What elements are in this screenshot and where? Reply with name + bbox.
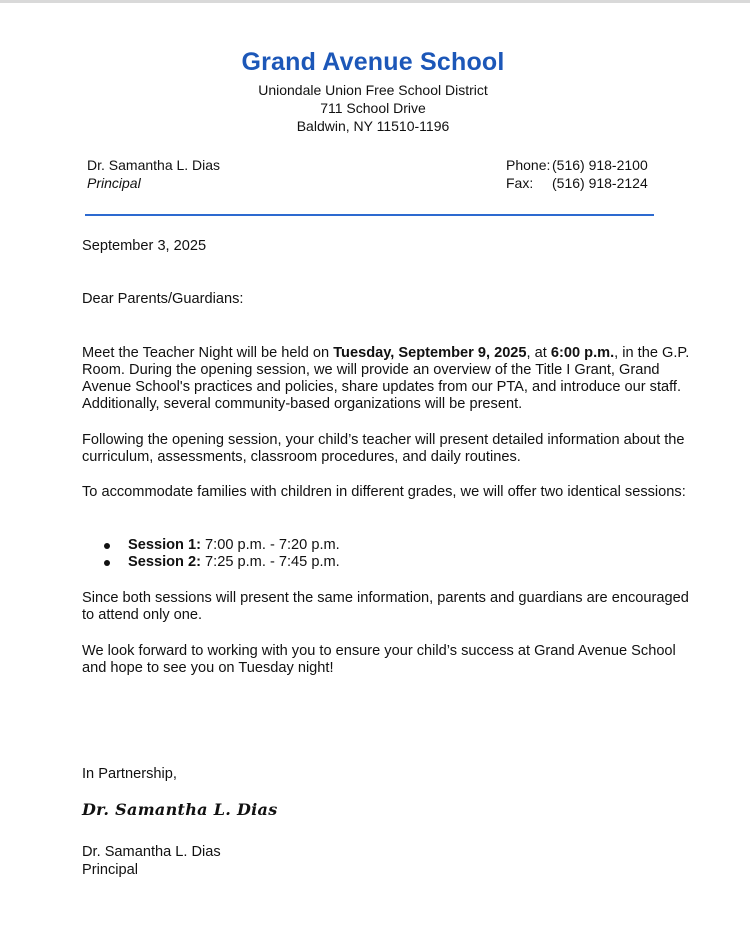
paragraph-teacher-info: Following the opening session, your child’s teacher will present detailed information about the curriculum, assessments, classroom procedures, and daily routines. <box>82 432 685 465</box>
paragraph-event-details <box>82 345 692 413</box>
event-date: Tuesday, September 9, 2025 <box>333 345 527 361</box>
principal-title: Principal <box>87 175 141 191</box>
paragraph-attend-one: Since both sessions will present the same information, parents and guardians are encouraged to attend only one. <box>82 590 689 623</box>
fax-row <box>506 174 648 192</box>
sessions-list <box>104 537 340 571</box>
phone-row <box>506 156 648 174</box>
bullet-icon <box>104 543 110 549</box>
session-time: 7:00 p.m. - 7:20 p.m. <box>201 537 340 553</box>
p1-rest: , in the G.P. Room. During the opening session, we will provide an overview of the Title I Grant, Grand Avenue School's practices and policies, share updates from our PTA, and introduce our staff. Additionally, several community-based organizations will be present. <box>82 345 690 412</box>
event-time: 6:00 p.m. <box>550 345 615 361</box>
phone-label: Phone: <box>506 157 551 173</box>
letter-date: September 3, 2025 <box>82 238 207 254</box>
closing-line: In Partnership, <box>82 766 177 782</box>
session-time: 7:25 p.m. - 7:45 p.m. <box>201 554 340 570</box>
phone-fax-block <box>506 156 648 192</box>
paragraph-sessions-intro: To accommodate families with children in different grades, we will offer two identical sessions: <box>82 484 686 500</box>
header-divider <box>85 214 654 216</box>
district-line: Uniondale Union Free School District <box>258 82 488 98</box>
signer-title: Principal <box>82 862 138 878</box>
principal-contact-block <box>87 156 220 192</box>
street-line: 711 School Drive <box>320 100 426 116</box>
p1-intro: Meet the Teacher Night will be held on <box>82 345 334 361</box>
session-label: Session 1: <box>128 537 201 553</box>
fax-label: Fax: <box>506 175 534 191</box>
session-label: Session 2: <box>128 554 201 570</box>
city-state-zip-line: Baldwin, NY 11510-1196 <box>296 118 450 134</box>
handwritten-signature: Dr. Samantha L. Dias <box>82 800 278 819</box>
session-item <box>104 554 340 571</box>
school-name-heading: Grand Avenue School <box>241 48 505 76</box>
principal-name: Dr. Samantha L. Dias <box>87 157 221 173</box>
salutation: Dear Parents/Guardians: <box>82 291 244 307</box>
bullet-icon <box>104 560 110 566</box>
p1-mid: , at <box>526 345 551 361</box>
page-top-edge <box>0 0 750 3</box>
phone-number: (516) 918-2100 <box>552 157 648 173</box>
fax-number: (516) 918-2124 <box>552 175 648 191</box>
signer-name: Dr. Samantha L. Dias <box>82 844 221 860</box>
paragraph-closing-remarks: We look forward to working with you to ensure your child’s success at Grand Avenue School and hope to see you on Tuesday night! <box>82 643 676 676</box>
session-item <box>104 537 340 554</box>
